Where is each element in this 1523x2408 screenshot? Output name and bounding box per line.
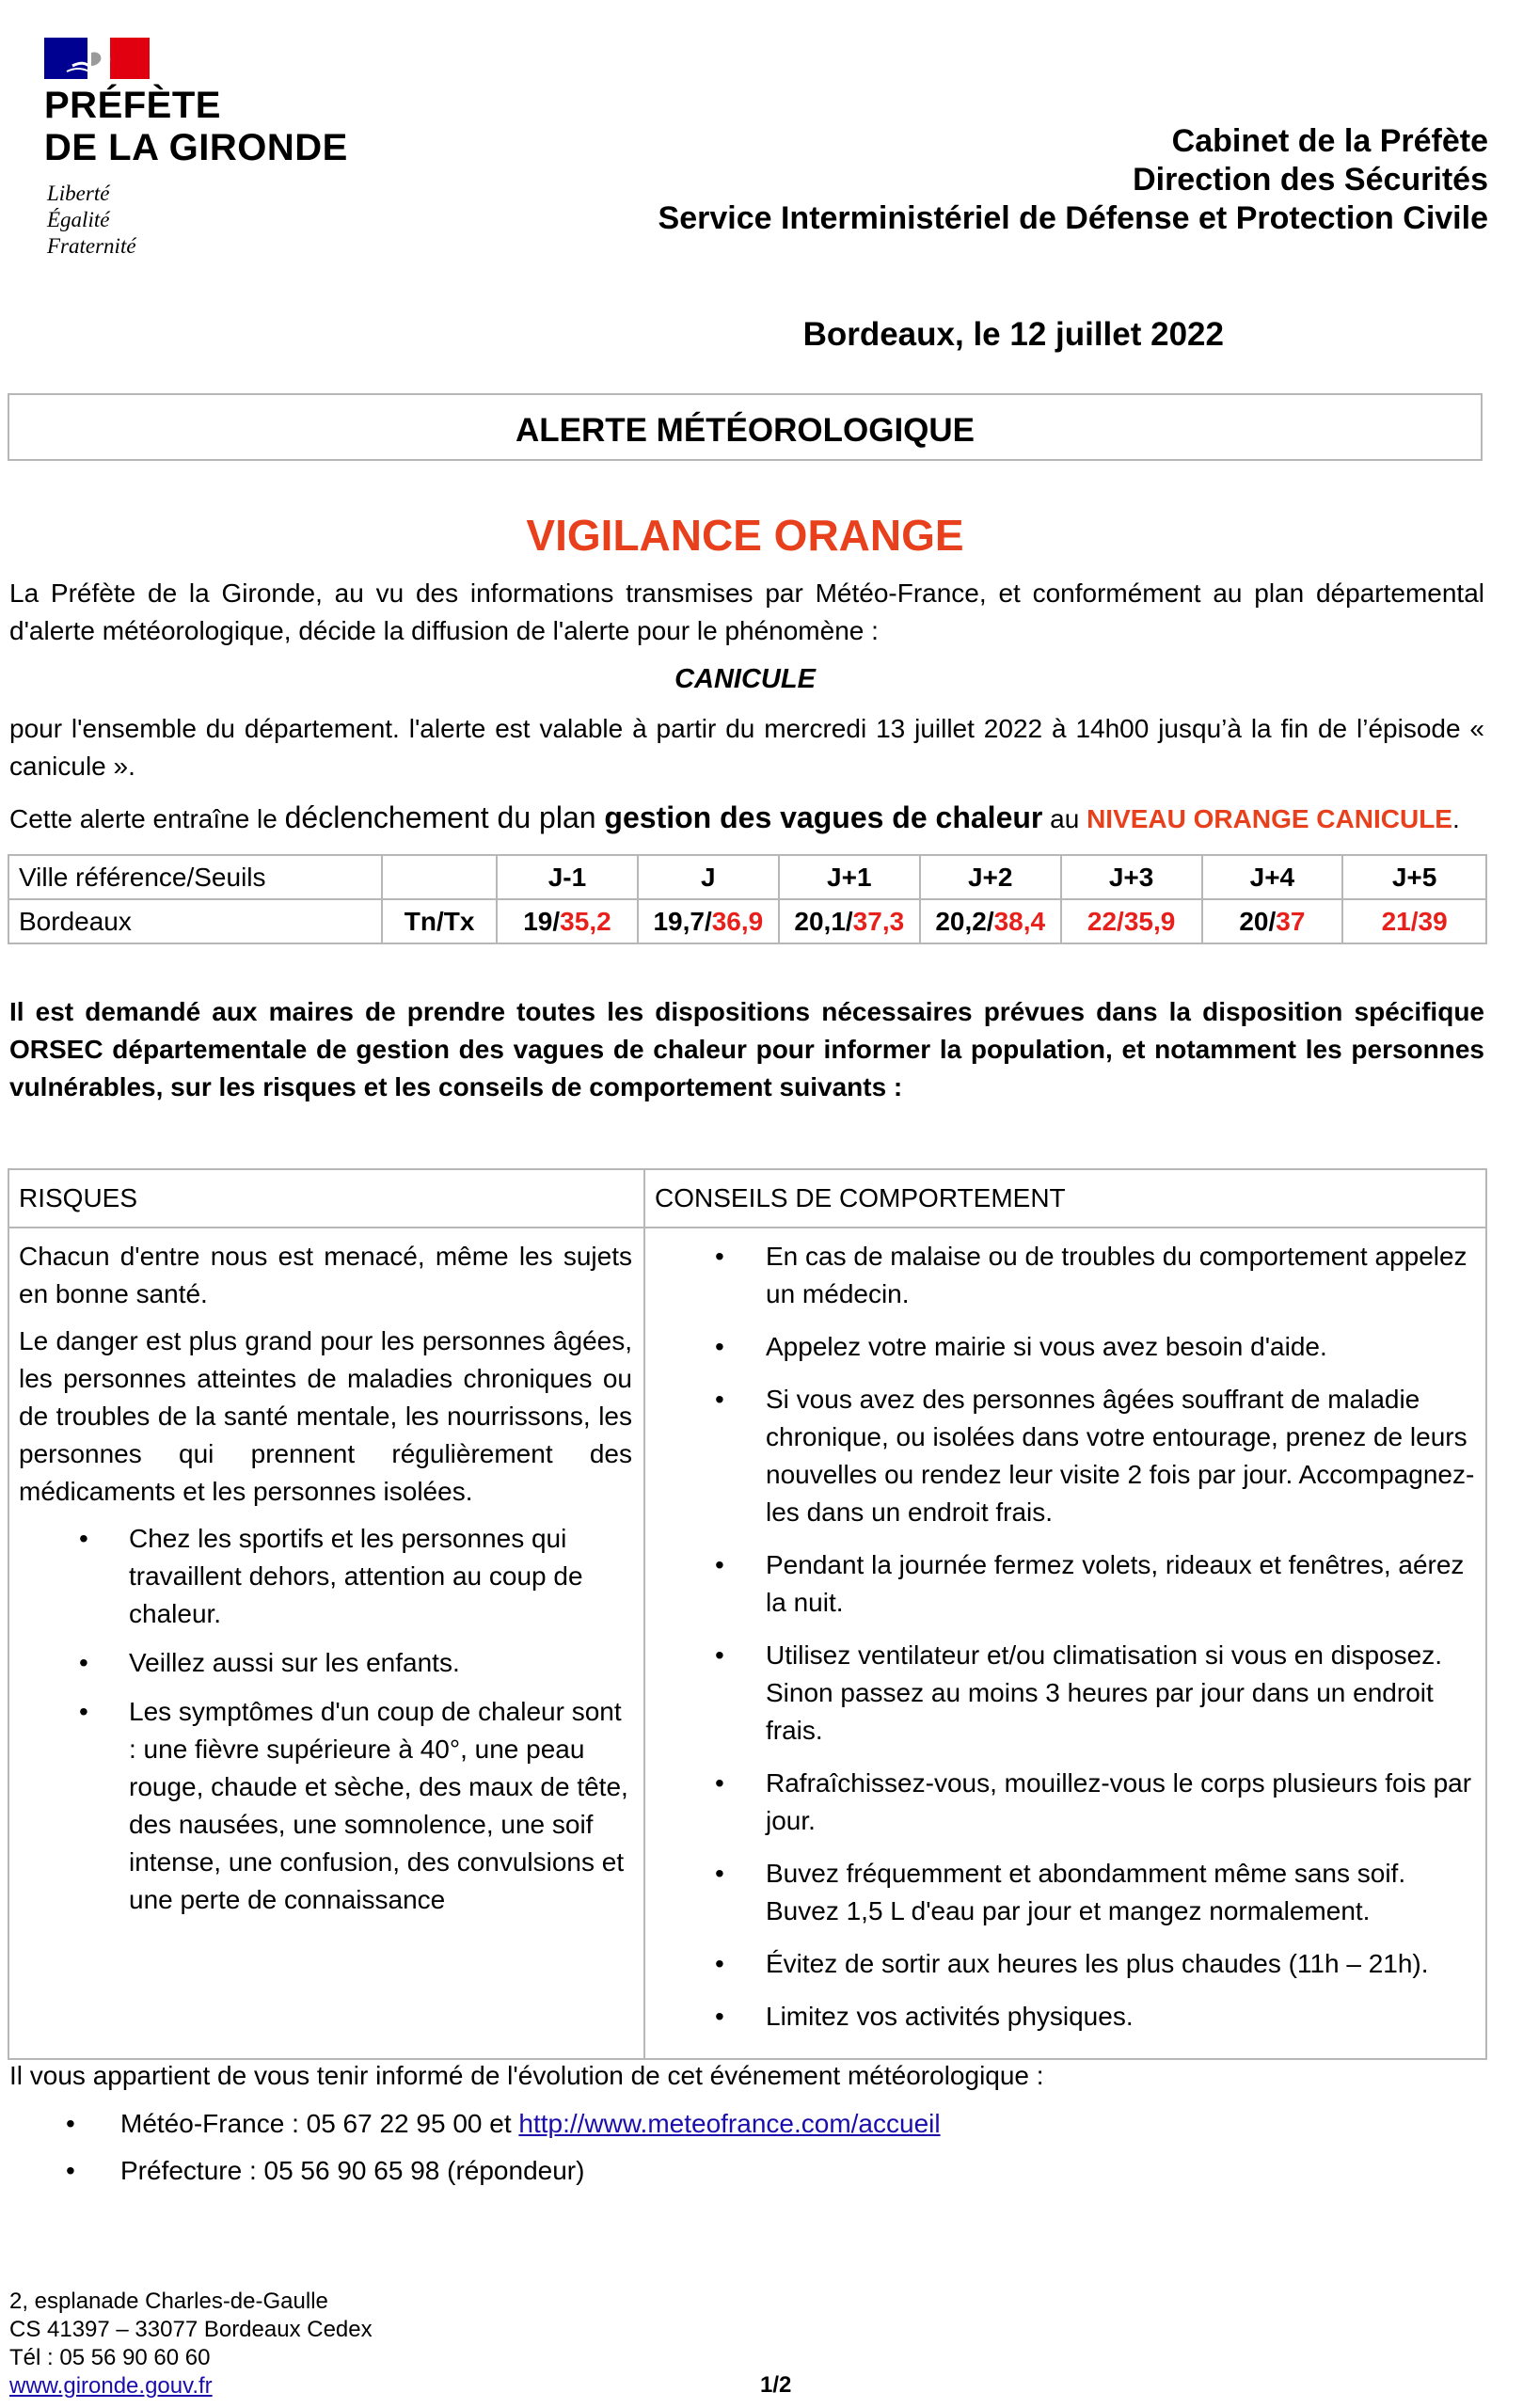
- contact-prefecture: • Préfecture : 05 56 90 65 98 (répondeur): [9, 2152, 941, 2190]
- footer-address-line: 2, esplanade Charles-de-Gaulle: [9, 2289, 328, 2314]
- advice-item: • Limitez vos activités physiques.: [655, 1998, 1483, 2036]
- temperature-cell: [1202, 899, 1343, 943]
- advice-item: • En cas de malaise ou de troubles du comportement appelez un médecin.: [655, 1238, 1483, 1313]
- motto-liberte: Liberté: [47, 182, 110, 205]
- temperature-min: 20/: [1239, 906, 1277, 936]
- advice-item: • Utilisez ventilateur et/ou climatisation si vous en disposez. Sinon passez au moins 3 heures par jour dans un endroit frais.: [655, 1637, 1483, 1750]
- issuing-service-line: Direction des Sécurités: [1133, 162, 1488, 198]
- phenomenon-label: CANICULE: [674, 664, 816, 694]
- contact-meteo-france: [9, 2105, 941, 2143]
- risks-advice-table: [8, 1168, 1487, 2060]
- page-number: 1/2: [760, 2372, 792, 2398]
- temperature-min: 20,2/: [935, 906, 994, 936]
- temperature-table-row: [8, 899, 1486, 943]
- temperature-max: 36,9: [711, 906, 764, 936]
- temperature-cell: [638, 899, 779, 943]
- trigger-level: NIVEAU ORANGE CANICULE: [1087, 804, 1452, 833]
- footer-website-link[interactable]: www.gironde.gouv.fr: [9, 2373, 213, 2399]
- issuing-service-line: Cabinet de la Préfète: [1171, 123, 1488, 159]
- document-date: Bordeaux, le 12 juillet 2022: [802, 316, 1224, 353]
- trigger-plan-name: gestion des vagues de chaleur: [604, 800, 1043, 834]
- motto-fraternite: Fraternité: [47, 234, 136, 258]
- trigger-paragraph: [9, 799, 1484, 838]
- temperature-cell: [497, 899, 638, 943]
- risks-header: RISQUES: [19, 1183, 138, 1212]
- temperature-min-max: 21/39: [1381, 906, 1448, 936]
- day-header: J+5: [1342, 855, 1486, 899]
- marianne-logo: [44, 38, 150, 79]
- advice-item: • Évitez de sortir aux heures les plus chaudes (11h – 21h).: [655, 1945, 1483, 1983]
- issuing-service: [658, 122, 1488, 238]
- motto-egalite: Égalité: [47, 208, 110, 231]
- temperature-max: 35,2: [560, 906, 611, 936]
- day-header: J: [638, 855, 779, 899]
- city-name: Bordeaux: [8, 899, 382, 943]
- advice-item: • Pendant la journée fermez volets, rideaux et fenêtres, aérez la nuit.: [655, 1546, 1483, 1622]
- day-header: J+3: [1061, 855, 1202, 899]
- measure-label: Tn/Tx: [382, 899, 497, 943]
- info-paragraph: Il vous appartient de vous tenir informé de l'évolution de cet événement météorologique :: [9, 2061, 1044, 2090]
- advice-item: • Si vous avez des personnes âgées souffrant de maladie chronique, ou isolées dans votre entourage, prenez de leurs nouvelles ou rendez leur visite 2 fois par jour. Accompagnez-les dans un endroit frais.: [655, 1381, 1483, 1531]
- trigger-text-part: au: [1042, 804, 1087, 833]
- temperature-min-max: 22/35,9: [1087, 906, 1176, 936]
- day-header: J-1: [497, 855, 638, 899]
- empty-header-cell: [382, 855, 497, 899]
- trigger-text-part: Cette alerte entraîne le: [9, 804, 285, 833]
- temperature-max: 37: [1276, 906, 1306, 936]
- city-threshold-header: Ville référence/Seuils: [8, 855, 382, 899]
- temperature-cell: [920, 899, 1061, 943]
- day-header: J+4: [1202, 855, 1343, 899]
- advice-item: • Rafraîchissez-vous, mouillez-vous le corps plusieurs fois par jour.: [655, 1765, 1483, 1840]
- temperature-table: [8, 854, 1487, 944]
- prefecture-name-line1: PRÉFÈTE: [44, 85, 221, 126]
- republic-motto: [47, 181, 136, 260]
- column-divider: [643, 1170, 645, 2058]
- temperature-max: 37,3: [852, 906, 905, 936]
- meteo-france-link[interactable]: http://www.meteofrance.com/accueil: [518, 2109, 941, 2138]
- meteo-phone: Météo-France : 05 67 22 95 00 et: [120, 2109, 519, 2138]
- risk-paragraph: Chacun d'entre nous est menacé, même les sujets en bonne santé.: [19, 1242, 632, 1308]
- day-header: J+1: [779, 855, 920, 899]
- prefecture-name-line2: DE LA GIRONDE: [44, 127, 348, 168]
- risk-item: • Chez les sportifs et les personnes qui travaillent dehors, attention au coup de chaleur.: [19, 1520, 632, 1633]
- risk-list: [19, 1520, 632, 1919]
- risks-column: [19, 1238, 632, 1930]
- temperature-max: 38,4: [993, 906, 1046, 936]
- temperature-min: 19/: [523, 906, 561, 936]
- vigilance-level: VIGILANCE ORANGE: [526, 511, 964, 560]
- footer-address-line: CS 41397 – 33077 Bordeaux Cedex: [9, 2317, 373, 2342]
- risk-item: • Veillez aussi sur les enfants.: [19, 1644, 632, 1682]
- contact-list: [9, 2105, 941, 2199]
- temperature-cell: [1342, 899, 1486, 943]
- advice-item: • Appelez votre mairie si vous avez besoin d'aide.: [655, 1328, 1483, 1366]
- day-header: J+2: [920, 855, 1061, 899]
- advice-column: [655, 1238, 1483, 2051]
- temperature-min: 20,1/: [794, 906, 853, 936]
- risk-item: • Les symptômes d'un coup de chaleur sont : une fièvre supérieure à 40°, une peau rouge, chaude et sèche, des maux de tête, des nausées, une somnolence, une soif intense, une confusion, des convulsions et une perte de connaissance: [19, 1693, 632, 1919]
- validity-paragraph: pour l'ensemble du département. l'alerte est valable à partir du mercredi 13 juillet 2022 à 14h00 jusqu’à la fin de l’épisode « canicule ».: [9, 714, 1484, 781]
- issuing-service-line: Service Interministériel de Défense et Protection Civile: [658, 200, 1488, 236]
- temperature-cell: [779, 899, 920, 943]
- temperature-cell: [1061, 899, 1202, 943]
- advice-header: CONSEILS DE COMPORTEMENT: [655, 1183, 1066, 1212]
- footer-phone: Tél : 05 56 90 60 60: [9, 2345, 211, 2370]
- temperature-min: 19,7/: [653, 906, 712, 936]
- footer-address: [9, 2288, 373, 2400]
- prefecture-name: [44, 85, 348, 169]
- trigger-text-part: .: [1452, 804, 1460, 833]
- intro-paragraph: La Préfète de la Gironde, au vu des informations transmises par Météo-France, et conformément au plan départemental d'alerte météorologique, décide la diffusion de l'alerte pour le phénomène :: [9, 578, 1484, 645]
- mayors-instruction: Il est demandé aux maires de prendre toutes les dispositions nécessaires prévues dans la disposition spécifique ORSEC départementale de gestion des vagues de chaleur pour informer la population, et notamment les personnes vulnérables, sur les risques et les conseils de comportement suivants :: [9, 997, 1484, 1101]
- alert-title-box: [8, 393, 1483, 461]
- temperature-table-header: [8, 855, 1486, 899]
- trigger-text-part: déclenchement du plan: [284, 800, 605, 834]
- advice-item: • Buvez fréquemment et abondamment même sans soif. Buvez 1,5 L d'eau par jour et mangez normalement.: [655, 1855, 1483, 1930]
- advice-list: [655, 1238, 1483, 2036]
- alert-title: ALERTE MÉTÉOROLOGIQUE: [515, 412, 976, 449]
- risk-paragraph: Le danger est plus grand pour les personnes âgées, les personnes atteintes de maladies chroniques ou de troubles de la santé mentale, les nourrissons, les personnes qui prennent régulièrement des médicaments et les personnes isolées.: [19, 1326, 632, 1506]
